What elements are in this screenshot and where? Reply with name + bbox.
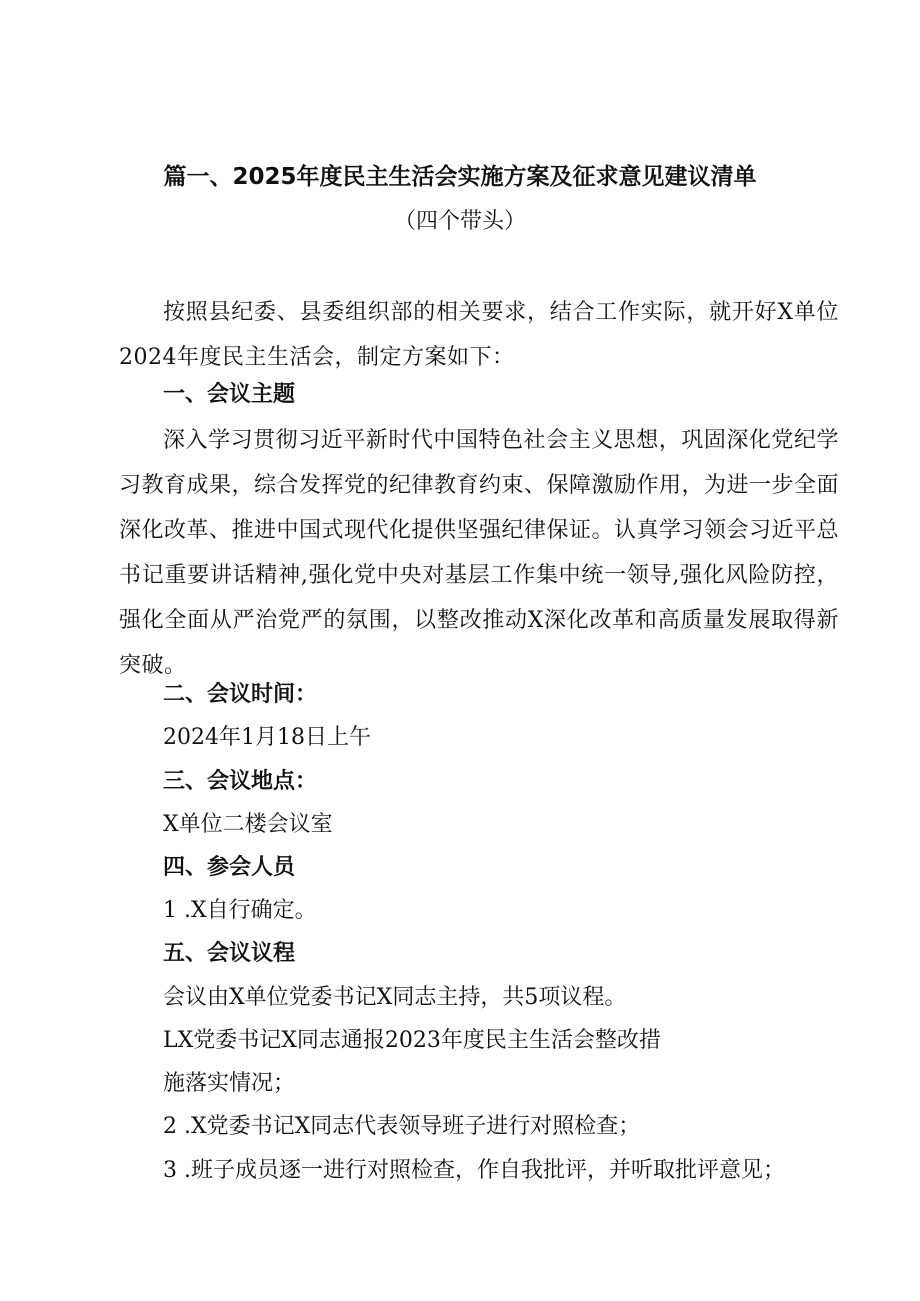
- section-3-heading: 三、会议地点：: [163, 769, 318, 794]
- document-title: 篇一、2025年度民主生活会实施方案及征求意见建议清单: [163, 164, 757, 190]
- agenda-item-3: 3 .班子成员逐一进行对照检查，作自我批评，并听取批评意见；: [163, 1158, 785, 1183]
- section-5-heading: 五、会议议程: [163, 941, 296, 966]
- section-1-body: 深入学习贯彻习近平新时代中国特色社会主义思想，巩固深化党纪学习教育成果，综合发挥党的纪律教育约束、保障激励作用，为进一步全面深化改革、推进中国式现代化提供坚强纪律保证。认真学习领会习近平总书记重要讲话精神,强化党中央对基层工作集中统一领导,强化风险防控，强化全面从严治党严的氛围，以整改推动X深化改革和高质量发展取得新突破。: [119, 428, 840, 678]
- agenda-item-1-line-2: 施落实情况；: [163, 1071, 296, 1096]
- intro-paragraph: 按照县纪委、县委组织部的相关要求，结合工作实际，就开好X单位2024年度民主生活会，制定方案如下：: [119, 300, 839, 370]
- section-2-body: 2024年1月18日上午: [163, 725, 371, 750]
- section-2-heading: 二、会议时间：: [163, 682, 318, 707]
- agenda-item-2: 2 .X党委书记X同志代表领导班子进行对照检查；: [163, 1114, 641, 1139]
- agenda-item-1-line-1: LX党委书记X同志通报2023年度民主生活会整改措: [163, 1028, 661, 1053]
- section-5-body: 会议由X单位党委书记X同志主持，共5项议程。: [163, 985, 627, 1010]
- section-4-body: 1 .X自行确定。: [163, 898, 317, 923]
- section-1-heading: 一、会议主题: [163, 382, 296, 407]
- section-3-body: X单位二楼会议室: [163, 812, 333, 837]
- section-4-heading: 四、参会人员: [163, 855, 296, 880]
- document-subtitle: （四个带头）: [393, 209, 526, 234]
